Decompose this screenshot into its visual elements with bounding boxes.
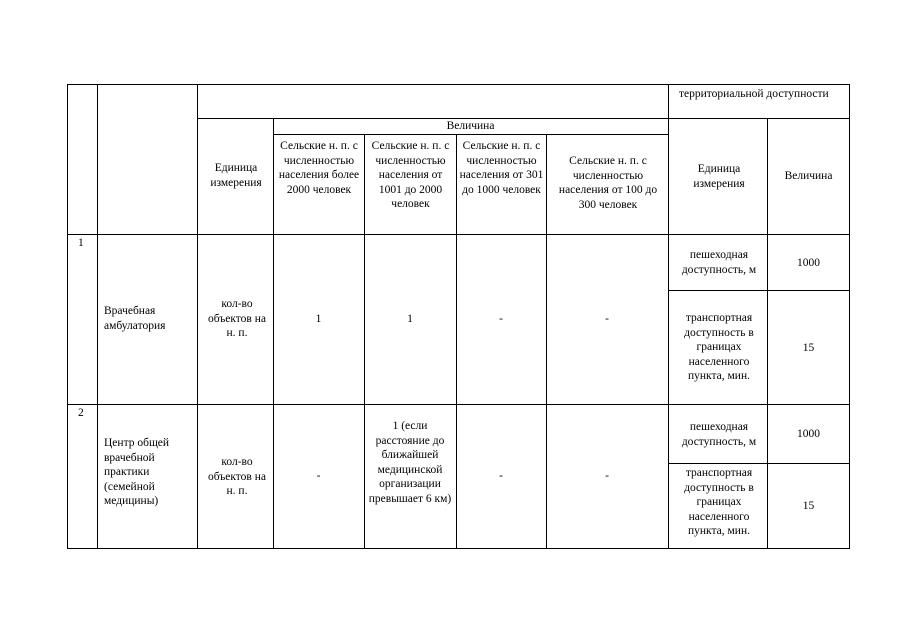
col-301-1000-header: Сельские н. п. с численностью населения от 301 до 1000 человек [459, 140, 544, 196]
rule [668, 463, 850, 464]
rule [97, 84, 98, 549]
unit-cell: кол-во объектов на н. п. [208, 298, 266, 339]
rule [546, 134, 547, 549]
rule [273, 134, 668, 135]
value-301-1000: - [499, 313, 503, 325]
value-1001-2000: 1 [407, 313, 413, 325]
unit-header: Единица измерения [210, 162, 262, 189]
access-unit-header: Единица измерения [693, 163, 745, 190]
rule [67, 404, 850, 405]
rule [67, 84, 850, 85]
value-over-2000: 1 [315, 313, 322, 325]
col-1001-2000-header: Сельские н. п. с численностью населения от 1001 до 2000 человек [371, 140, 450, 210]
rule [668, 84, 669, 549]
walk-access-value: 1000 [797, 428, 820, 440]
value-over-2000: - [316, 470, 321, 482]
transport-access-unit: транспортная доступность в границах населенного пункта, мин. [684, 467, 754, 537]
walk-access-value: 1000 [797, 257, 820, 269]
rule [273, 118, 274, 549]
walk-access-unit: пешеходная доступность, м [681, 249, 757, 276]
value-group-header: Величина [446, 120, 495, 132]
rule [197, 84, 198, 549]
row-number: 1 [78, 237, 84, 249]
rule [668, 290, 850, 291]
col-over-2000-header: Сельские н. п. с численностью населения более 2000 человек [278, 140, 360, 196]
col-100-300-header: Сельские н. п. с численностью населения от 100 до 300 человек [558, 155, 658, 211]
rule [849, 84, 850, 549]
rule [67, 84, 68, 549]
rule [456, 134, 457, 549]
rule [67, 234, 850, 235]
unit-cell: кол-во объектов на н. п. [208, 456, 266, 497]
value-301-1000: - [499, 470, 503, 482]
rule [364, 134, 365, 549]
value-100-300: - [605, 313, 609, 325]
access-value-header: Величина [784, 170, 833, 182]
transport-access-value: 15 [802, 342, 815, 354]
value-1001-2000: 1 (если расстояние до ближайшей медицинской организации превышает 6 км) [368, 420, 452, 505]
transport-access-unit: транспортная доступность в границах населенного пункта, мин. [684, 312, 754, 382]
facility-name: Центр общей врачебной практики (семейной медицины) [104, 437, 170, 507]
row-number: 2 [78, 407, 84, 419]
rule [67, 548, 850, 549]
transport-access-value: 15 [802, 500, 815, 512]
facility-name: Врачебная амбулатория [104, 305, 166, 332]
territorial-access-header: территориальной доступности [679, 88, 829, 100]
walk-access-unit: пешеходная доступность, м [681, 421, 757, 448]
value-100-300: - [605, 470, 609, 482]
